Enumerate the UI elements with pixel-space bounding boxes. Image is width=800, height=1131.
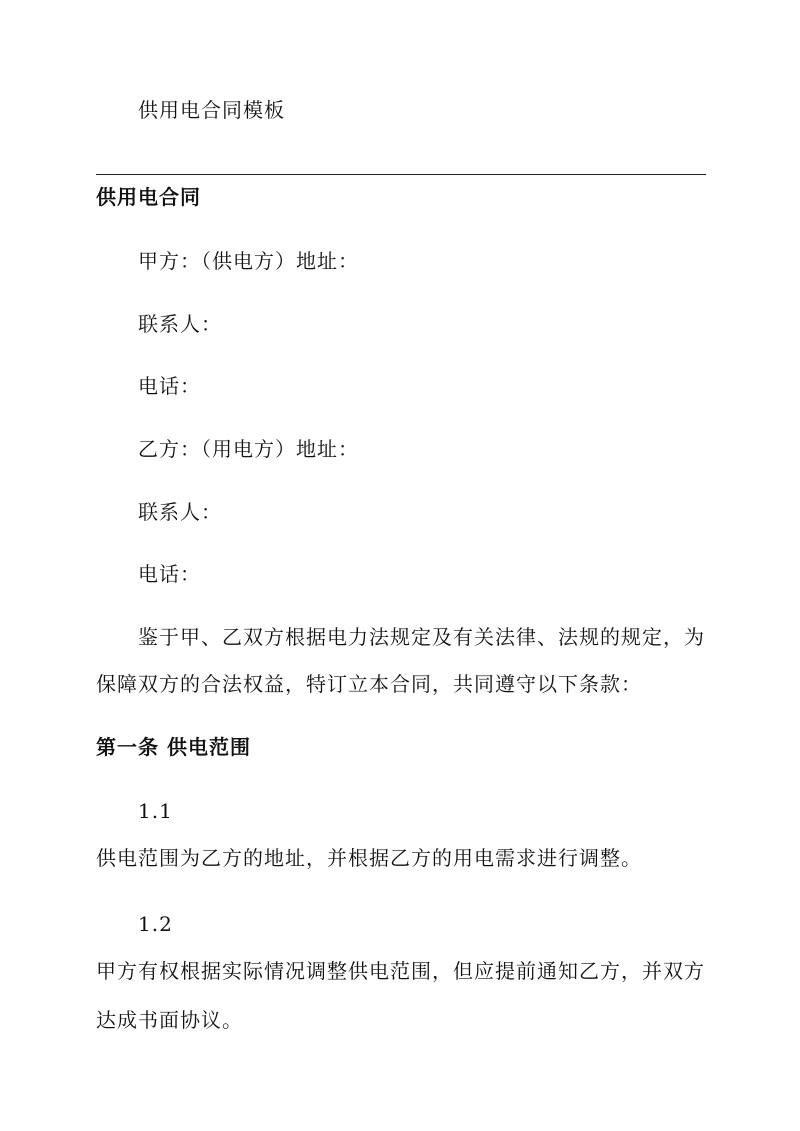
clause-1-1-number: 1.1 [138,799,173,823]
party-a-contact-label: 联系人： [138,312,222,336]
party-a-address-label: 甲方：（供电方）地址： [138,249,359,273]
clause-1-2-text-line-1: 甲方有权根据实际情况调整供电范围，但应提前通知乙方，并双方 [96,959,705,983]
party-b-address-label: 乙方：（用电方）地址： [138,437,359,461]
clause-1-1-text: 供电范围为乙方的地址，并根据乙方的用电需求进行调整。 [96,846,642,870]
article-1-heading: 第一条 供电范围 [96,735,251,759]
contract-title: 供用电合同 [96,185,201,209]
template-title: 供用电合同模板 [138,98,285,122]
clause-1-2-number: 1.2 [138,912,173,936]
party-a-phone-label: 电话： [138,374,201,398]
preamble-line-2: 保障双方的合法权益，特订立本合同，共同遵守以下条款： [96,672,642,696]
preamble-line-1: 鉴于甲、乙双方根据电力法规定及有关法律、法规的规定，为 [138,625,705,649]
party-b-contact-label: 联系人： [138,500,222,524]
title-divider [96,174,706,175]
party-b-phone-label: 电话： [138,562,201,586]
clause-1-2-text-line-2: 达成书面协议。 [96,1008,243,1032]
